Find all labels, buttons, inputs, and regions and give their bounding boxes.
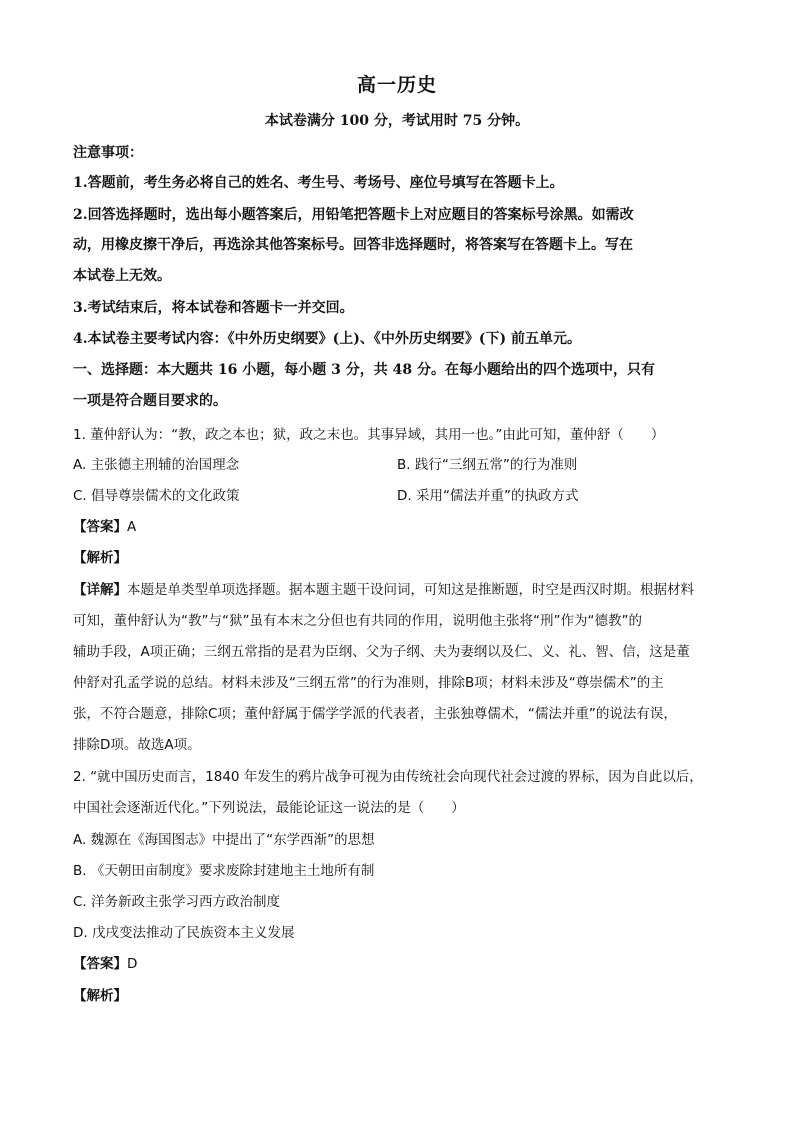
question-1-analysis-tag: 【解析】	[73, 550, 127, 566]
question-1-option-a: A. 主张德主刑辅的治国理念	[73, 457, 240, 473]
question-1-detail-line: 可知，董仲舒认为“教”与“狱”虽有本末之分但也有共同的作用，说明他主张将“刑”作为“德教”的	[73, 613, 642, 629]
question-1-stem: 1. 董仲舒认为：“教，政之本也；狱，政之末也。其事异域，其用一也。”由此可知，董仲舒（ ）	[73, 427, 665, 443]
notice-item: 2.回答选择题时，选出每小题答案后，用铅笔把答题卡上对应题目的答案标号涂黑。如需改	[73, 207, 634, 223]
answer-value: A	[127, 519, 137, 535]
section-heading-cont: 一项是符合题目要求的。	[73, 393, 227, 409]
question-2-stem-cont: 中国社会逐渐近代化。”下列说法，最能论证这一说法的是（ ）	[73, 800, 465, 816]
question-2-option-d: D. 戊戌变法推动了民族资本主义发展	[73, 925, 295, 941]
question-2-answer	[73, 952, 137, 972]
notice-item: 1.答题前，考生务必将自己的姓名、考生号、考场号、座位号填写在答题卡上。	[73, 175, 564, 191]
question-2-option-b: B. 《天朝田亩制度》要求废除封建地主土地所有制	[73, 863, 375, 879]
question-1-detail-line: 排除D项。故选A项。	[73, 737, 201, 753]
answer-value: D	[127, 956, 138, 972]
answer-tag: 【答案】	[73, 956, 127, 972]
question-2-option-c: C. 洋务新政主张学习西方政治制度	[73, 894, 281, 910]
notice-item: 3.考试结束后，将本试卷和答题卡一并交回。	[73, 300, 354, 316]
page-title: 高一历史	[356, 74, 437, 96]
exam-subtitle: 本试卷满分 100 分，考试用时 75 分钟。	[264, 113, 530, 129]
question-1-answer	[73, 515, 136, 535]
question-1-option-c: C. 倡导尊崇儒术的文化政策	[73, 488, 240, 504]
detail-text: 本题是单类型单项选择题。据本题主题干设问词，可知这是推断题，时空是西汉时期。根据材料	[127, 582, 694, 598]
question-1-detail-line	[73, 578, 694, 598]
question-1-detail-line: 仲舒对孔孟学说的总结。材料未涉及“三纲五常”的行为准则，排除B项；材料未涉及“尊崇儒术”的主	[73, 675, 664, 691]
notice-heading: 注意事项：	[73, 145, 143, 161]
detail-tag: 【详解】	[73, 582, 127, 598]
notice-item: 本试卷上无效。	[73, 268, 171, 284]
answer-tag: 【答案】	[73, 519, 127, 535]
question-1-option-b: B. 践行“三纲五常”的行为准则	[397, 457, 578, 473]
question-2-option-a: A. 魏源在《海国图志》中提出了“东学西渐”的思想	[73, 832, 375, 848]
question-1-detail-line: 辅助手段，A项正确；三纲五常指的是君为臣纲、父为子纲、夫为妻纲以及仁、义、礼、智、信，这是董	[73, 644, 690, 660]
question-1-detail-line: 张，不符合题意，排除C项；董仲舒属于儒学学派的代表者，主张独尊儒术，“儒法并重”的说法有误，	[73, 706, 677, 722]
section-heading: 一、选择题：本大题共 16 小题，每小题 3 分，共 48 分。在每小题给出的四个选项中，只有	[73, 362, 655, 378]
notice-item: 4.本试卷主要考试内容：《中外历史纲要》(上)、《中外历史纲要》(下) 前五单元。	[73, 331, 581, 347]
notice-item: 动，用橡皮擦干净后，再选涂其他答案标号。回答非选择题时，将答案写在答题卡上。写在	[73, 237, 633, 253]
question-2-analysis-tag: 【解析】	[73, 988, 127, 1004]
question-2-stem: 2. “就中国历史而言，1840 年发生的鸦片战争可视为由传统社会向现代社会过渡的界标，因为自此以后，	[73, 769, 703, 785]
question-1-option-d: D. 采用“儒法并重”的执政方式	[397, 488, 579, 504]
